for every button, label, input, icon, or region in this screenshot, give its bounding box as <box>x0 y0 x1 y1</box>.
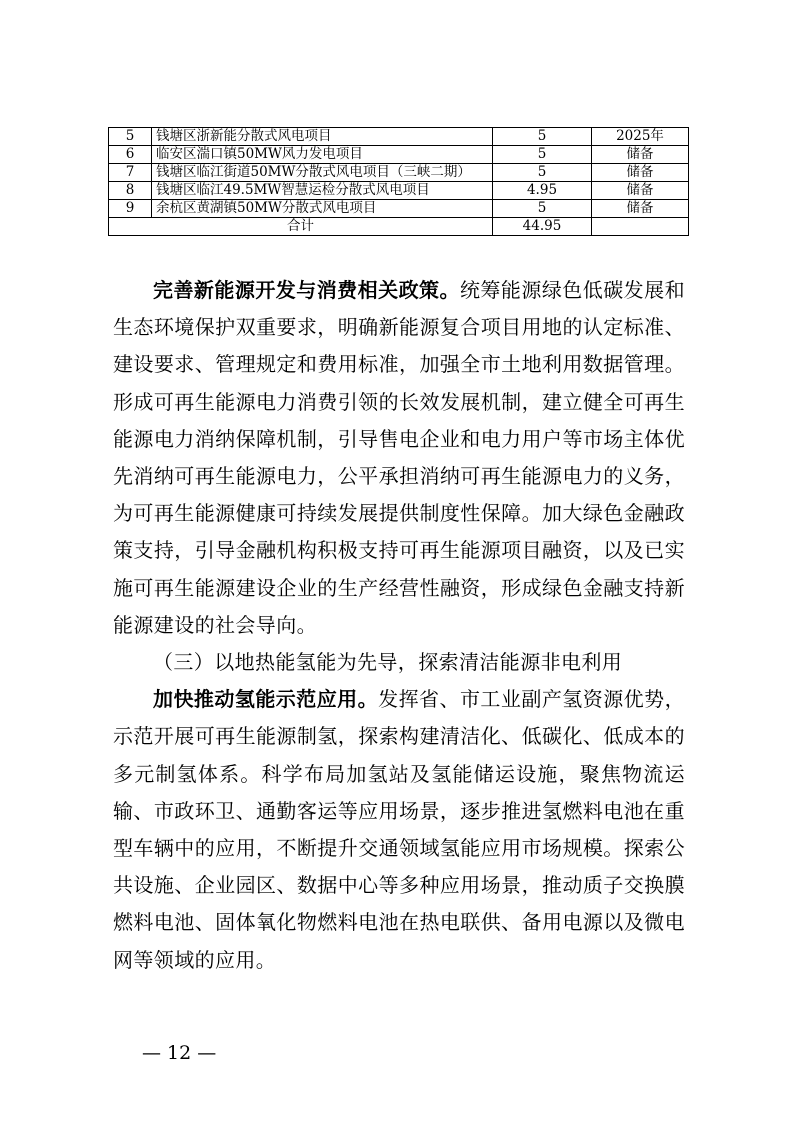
row-number: 9 <box>109 200 152 218</box>
document-body <box>113 272 685 979</box>
table-row <box>109 128 689 146</box>
table-row <box>109 200 689 218</box>
page-number: — 12 — <box>142 1042 217 1064</box>
project-name: 钱塘区临江49.5MW智慧运检分散式风电项目 <box>152 182 493 200</box>
row-number: 5 <box>109 128 152 146</box>
project-name: 钱塘区浙新能分散式风电项目 <box>152 128 493 146</box>
row-number: 8 <box>109 182 152 200</box>
row-number: 7 <box>109 164 152 182</box>
hydrogen-paragraph <box>113 681 685 979</box>
project-name: 余杭区黄湖镇50MW分散式风电项目 <box>152 200 493 218</box>
project-time: 储备 <box>592 200 689 218</box>
paragraph-lead: 加快推动氢能示范应用。 <box>153 687 379 712</box>
project-time: 储备 <box>592 182 689 200</box>
total-value: 44.95 <box>493 218 592 236</box>
project-time: 储备 <box>592 164 689 182</box>
project-capacity: 4.95 <box>493 182 592 200</box>
project-name: 钱塘区临江街道50MW分散式风电项目（三峡二期） <box>152 164 493 182</box>
section-heading: （三）以地热能氢能为先导，探索清洁能源非电利用 <box>153 650 623 675</box>
row-number: 6 <box>109 146 152 164</box>
table-total-row <box>109 218 689 236</box>
table-row <box>109 164 689 182</box>
project-capacity: 5 <box>493 164 592 182</box>
table-row <box>109 182 689 200</box>
table-row <box>109 146 689 164</box>
paragraph-text: 发挥省、市工业副产氢资源优势，示范开展可再生能源制氢，探索构建清洁化、低碳化、低成本的多元制氢体系。科学布局加氢站及氢能储运设施，聚焦物流运输、市政环卫、通勤客运等应用场景，逐步推进氢燃料电池在重型车辆中的应用，不断提升交通领域氢能应用市场规模。探索公共设施、企业园区、数据中心等多种应用场景，推动质子交换膜燃料电池、固体氧化物燃料电池在热电联供、备用电源以及微电网等领域的应用。 <box>113 687 686 972</box>
wind-projects-table <box>108 127 689 236</box>
project-name: 临安区湍口镇50MW风力发电项目 <box>152 146 493 164</box>
project-time: 2025年 <box>592 128 689 146</box>
paragraph-text: 统筹能源绿色低碳发展和生态环境保护双重要求，明确新能源复合项目用地的认定标准、建设要求、管理规定和费用标准，加强全市土地利用数据管理。形成可再生能源电力消费引领的长效发展机制，建立健全可再生能源电力消纳保障机制，引导售电企业和电力用户等市场主体优先消纳可再生能源电力，公平承担消纳可再生能源电力的义务，为可再生能源健康可持续发展提供制度性保障。加大绿色金融政策支持，引导金融机构积极支持可再生能源项目融资，以及已实施可再生能源建设企业的生产经营性融资，形成绿色金融支持新能源建设的社会导向。 <box>113 278 686 637</box>
project-capacity: 5 <box>493 128 592 146</box>
project-time: 储备 <box>592 146 689 164</box>
policy-paragraph <box>113 272 685 644</box>
project-capacity: 5 <box>493 146 592 164</box>
total-label: 合计 <box>109 218 493 236</box>
project-capacity: 5 <box>493 200 592 218</box>
paragraph-lead: 完善新能源开发与消费相关政策。 <box>153 278 460 302</box>
total-empty-cell <box>592 218 689 236</box>
